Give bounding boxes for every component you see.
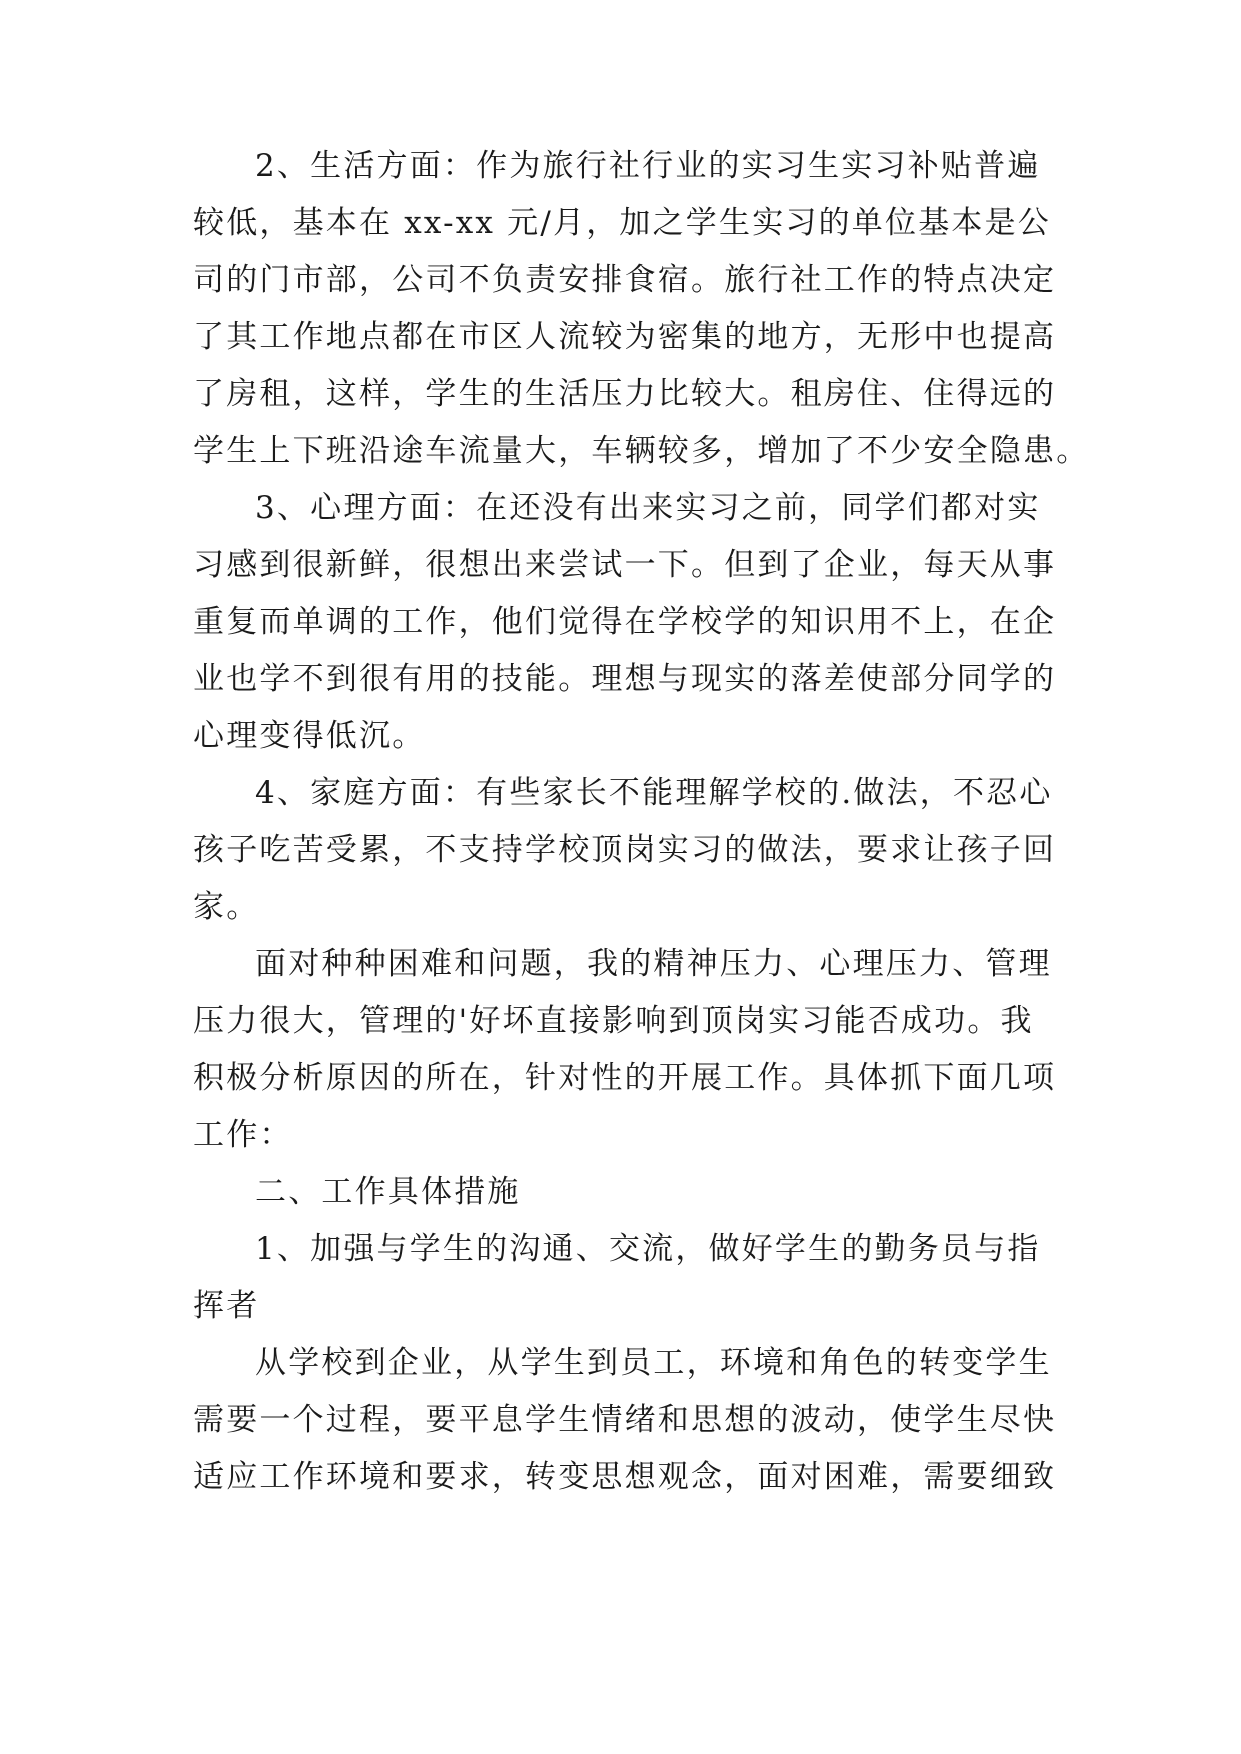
paragraph-line: 面对种种困难和问题，我的精神压力、心理压力、管理 [255, 946, 1052, 982]
paragraph-line: 积极分析原因的所在，针对性的开展工作。具体抓下面几项 [193, 1060, 1057, 1096]
paragraph-line: 习感到很新鲜，很想出来尝试一下。但到了企业，每天从事 [193, 547, 1057, 583]
paragraph-line: 较低，基本在 xx-xx 元/月，加之学生实习的单位基本是公 [193, 205, 1052, 241]
paragraph-line: 重复而单调的工作，他们觉得在学校学的知识用不上，在企 [193, 604, 1057, 640]
paragraph-line: 压力很大，管理的'好坏直接影响到顶岗实习能否成功。我 [193, 1003, 1034, 1039]
paragraph-line: 家。 [193, 889, 260, 925]
paragraph-line: 了房租，这样，学生的生活压力比较大。租房住、住得远的 [193, 376, 1057, 412]
paragraph-line: 4、家庭方面：有些家长不能理解学校的.做法，不忍心 [255, 775, 1053, 811]
section-heading: 二、工作具体措施 [255, 1174, 521, 1210]
paragraph-line: 从学校到企业，从学生到员工，环境和角色的转变学生 [255, 1345, 1052, 1381]
paragraph-line: 需要一个过程，要平息学生情绪和思想的波动，使学生尽快 [193, 1402, 1057, 1438]
paragraph-line: 了其工作地点都在市区人流较为密集的地方，无形中也提高 [193, 319, 1057, 355]
paragraph-line: 适应工作环境和要求，转变思想观念，面对困难，需要细致 [193, 1459, 1057, 1495]
paragraph-line: 2、生活方面：作为旅行社行业的实习生实习补贴普遍 [255, 148, 1041, 184]
paragraph-line: 1、加强与学生的沟通、交流，做好学生的勤务员与指 [255, 1231, 1041, 1267]
paragraph-line: 工作： [193, 1117, 293, 1153]
paragraph-line: 业也学不到很有用的技能。理想与现实的落差使部分同学的 [193, 661, 1057, 697]
paragraph-line: 孩子吃苦受累，不支持学校顶岗实习的做法，要求让孩子回 [193, 832, 1057, 868]
paragraph-line: 心理变得低沉。 [193, 718, 426, 754]
paragraph-line: 挥者 [193, 1288, 260, 1324]
paragraph-line: 司的门市部，公司不负责安排食宿。旅行社工作的特点决定 [193, 262, 1057, 298]
paragraph-line: 3、心理方面：在还没有出来实习之前，同学们都对实 [255, 490, 1041, 526]
paragraph-line: 学生上下班沿途车流量大，车辆较多，增加了不少安全隐患。 [193, 433, 1090, 469]
